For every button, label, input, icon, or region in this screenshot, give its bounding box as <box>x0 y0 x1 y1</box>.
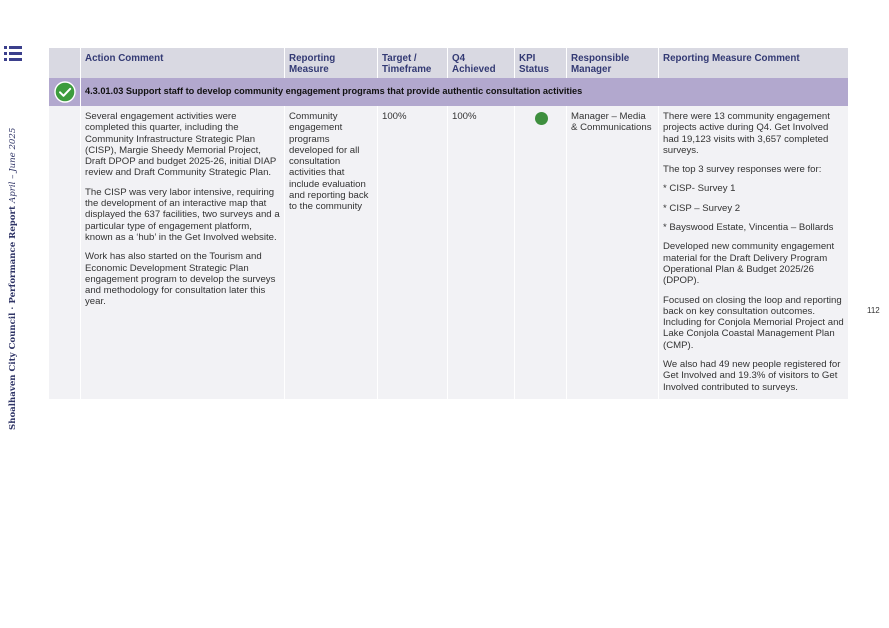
comment-paragraph: * CISP- Survey 1 <box>663 183 736 195</box>
action-comment-cell <box>81 106 285 399</box>
document-title: Shoalhaven City Council · Performance Report <box>8 205 18 430</box>
comment-paragraph: There were 13 community engagement projects active during Q4. Get Involved had 19,123 visits with 3,657 completed surveys. <box>663 111 830 156</box>
reporting-measure-comment-cell <box>659 106 848 399</box>
action-comment-paragraph: Work has also started on the Tourism and Economic Development Strategic Plan engagement program to develop the surveys and methodology for consultation later this year. <box>85 251 276 308</box>
action-comment-paragraph: Several engagement activities were completed this quarter, including the Community Infrastructure Strategic Plan (CISP), Margie Sheedy Memorial Project, Draft DPOP and budget 2025-26, initial DIAP review and Draft Community Strategic Plan. <box>85 111 277 179</box>
target-cell: 100% <box>378 106 448 399</box>
comment-paragraph: * Bayswood Estate, Vincentia – Bollards <box>663 222 834 234</box>
comment-paragraph: We also had 49 new people registered for Get Involved and 19.3% of visitors to Get Involved contributed to surveys. <box>663 359 841 393</box>
table-row <box>49 106 848 399</box>
header-reporting-measure: Reporting Measure <box>285 48 378 78</box>
check-circle-icon <box>54 81 76 103</box>
header-reporting-measure-comment: Reporting Measure Comment <box>659 48 848 78</box>
document-side-title <box>3 127 23 430</box>
responsible-manager-cell: Manager – Media & Communications <box>567 106 659 399</box>
comment-paragraph: Focused on closing the loop and reporting back on key consultation outcomes. Including for Conjola Memorial Project and Lake Conjola Coastal Management Plan (CMP). <box>663 294 844 351</box>
kpi-status-cell <box>515 106 567 399</box>
header-q4-achieved: Q4 Achieved <box>448 48 515 78</box>
action-status-cell <box>49 78 81 106</box>
header-blank <box>49 48 81 78</box>
comment-paragraph: * CISP – Survey 2 <box>663 202 741 214</box>
action-comment-paragraph: The CISP was very labor intensive, requiring the development of an interactive map that displayed the 637 facilities, two surveys and a particular type of engagement platform, known as a ‘hub’ in the Get Involved website. <box>85 186 280 243</box>
performance-table <box>49 48 848 399</box>
header-kpi-status: KPI Status <box>515 48 567 78</box>
report-period: April – June 2025 <box>8 127 18 203</box>
reporting-measure-cell: Community engagement programs developed for all consultation activities that include evaluation and reporting back to the community <box>285 106 378 399</box>
comment-paragraph: Developed new community engagement material for the Draft Delivery Program Operational Plan & Budget 2025/26 (DPOP). <box>663 241 835 287</box>
kpi-status-dot-icon <box>535 112 548 125</box>
page-number: 112 <box>867 306 880 315</box>
header-responsible-manager: Responsible Manager <box>567 48 659 78</box>
q4-achieved-cell: 100% <box>448 106 515 399</box>
table-header-row <box>49 48 848 78</box>
header-action-comment: Action Comment <box>81 48 285 78</box>
list-menu-icon[interactable] <box>4 46 22 62</box>
action-row <box>49 78 848 106</box>
header-target-timeframe: Target / Timeframe <box>378 48 448 78</box>
action-title: 4.3.01.03 Support staff to develop community engagement programs that provide authentic consultation activities <box>81 78 848 106</box>
comment-paragraph: The top 3 survey responses were for: <box>663 164 822 176</box>
row-blank-cell <box>49 106 81 399</box>
